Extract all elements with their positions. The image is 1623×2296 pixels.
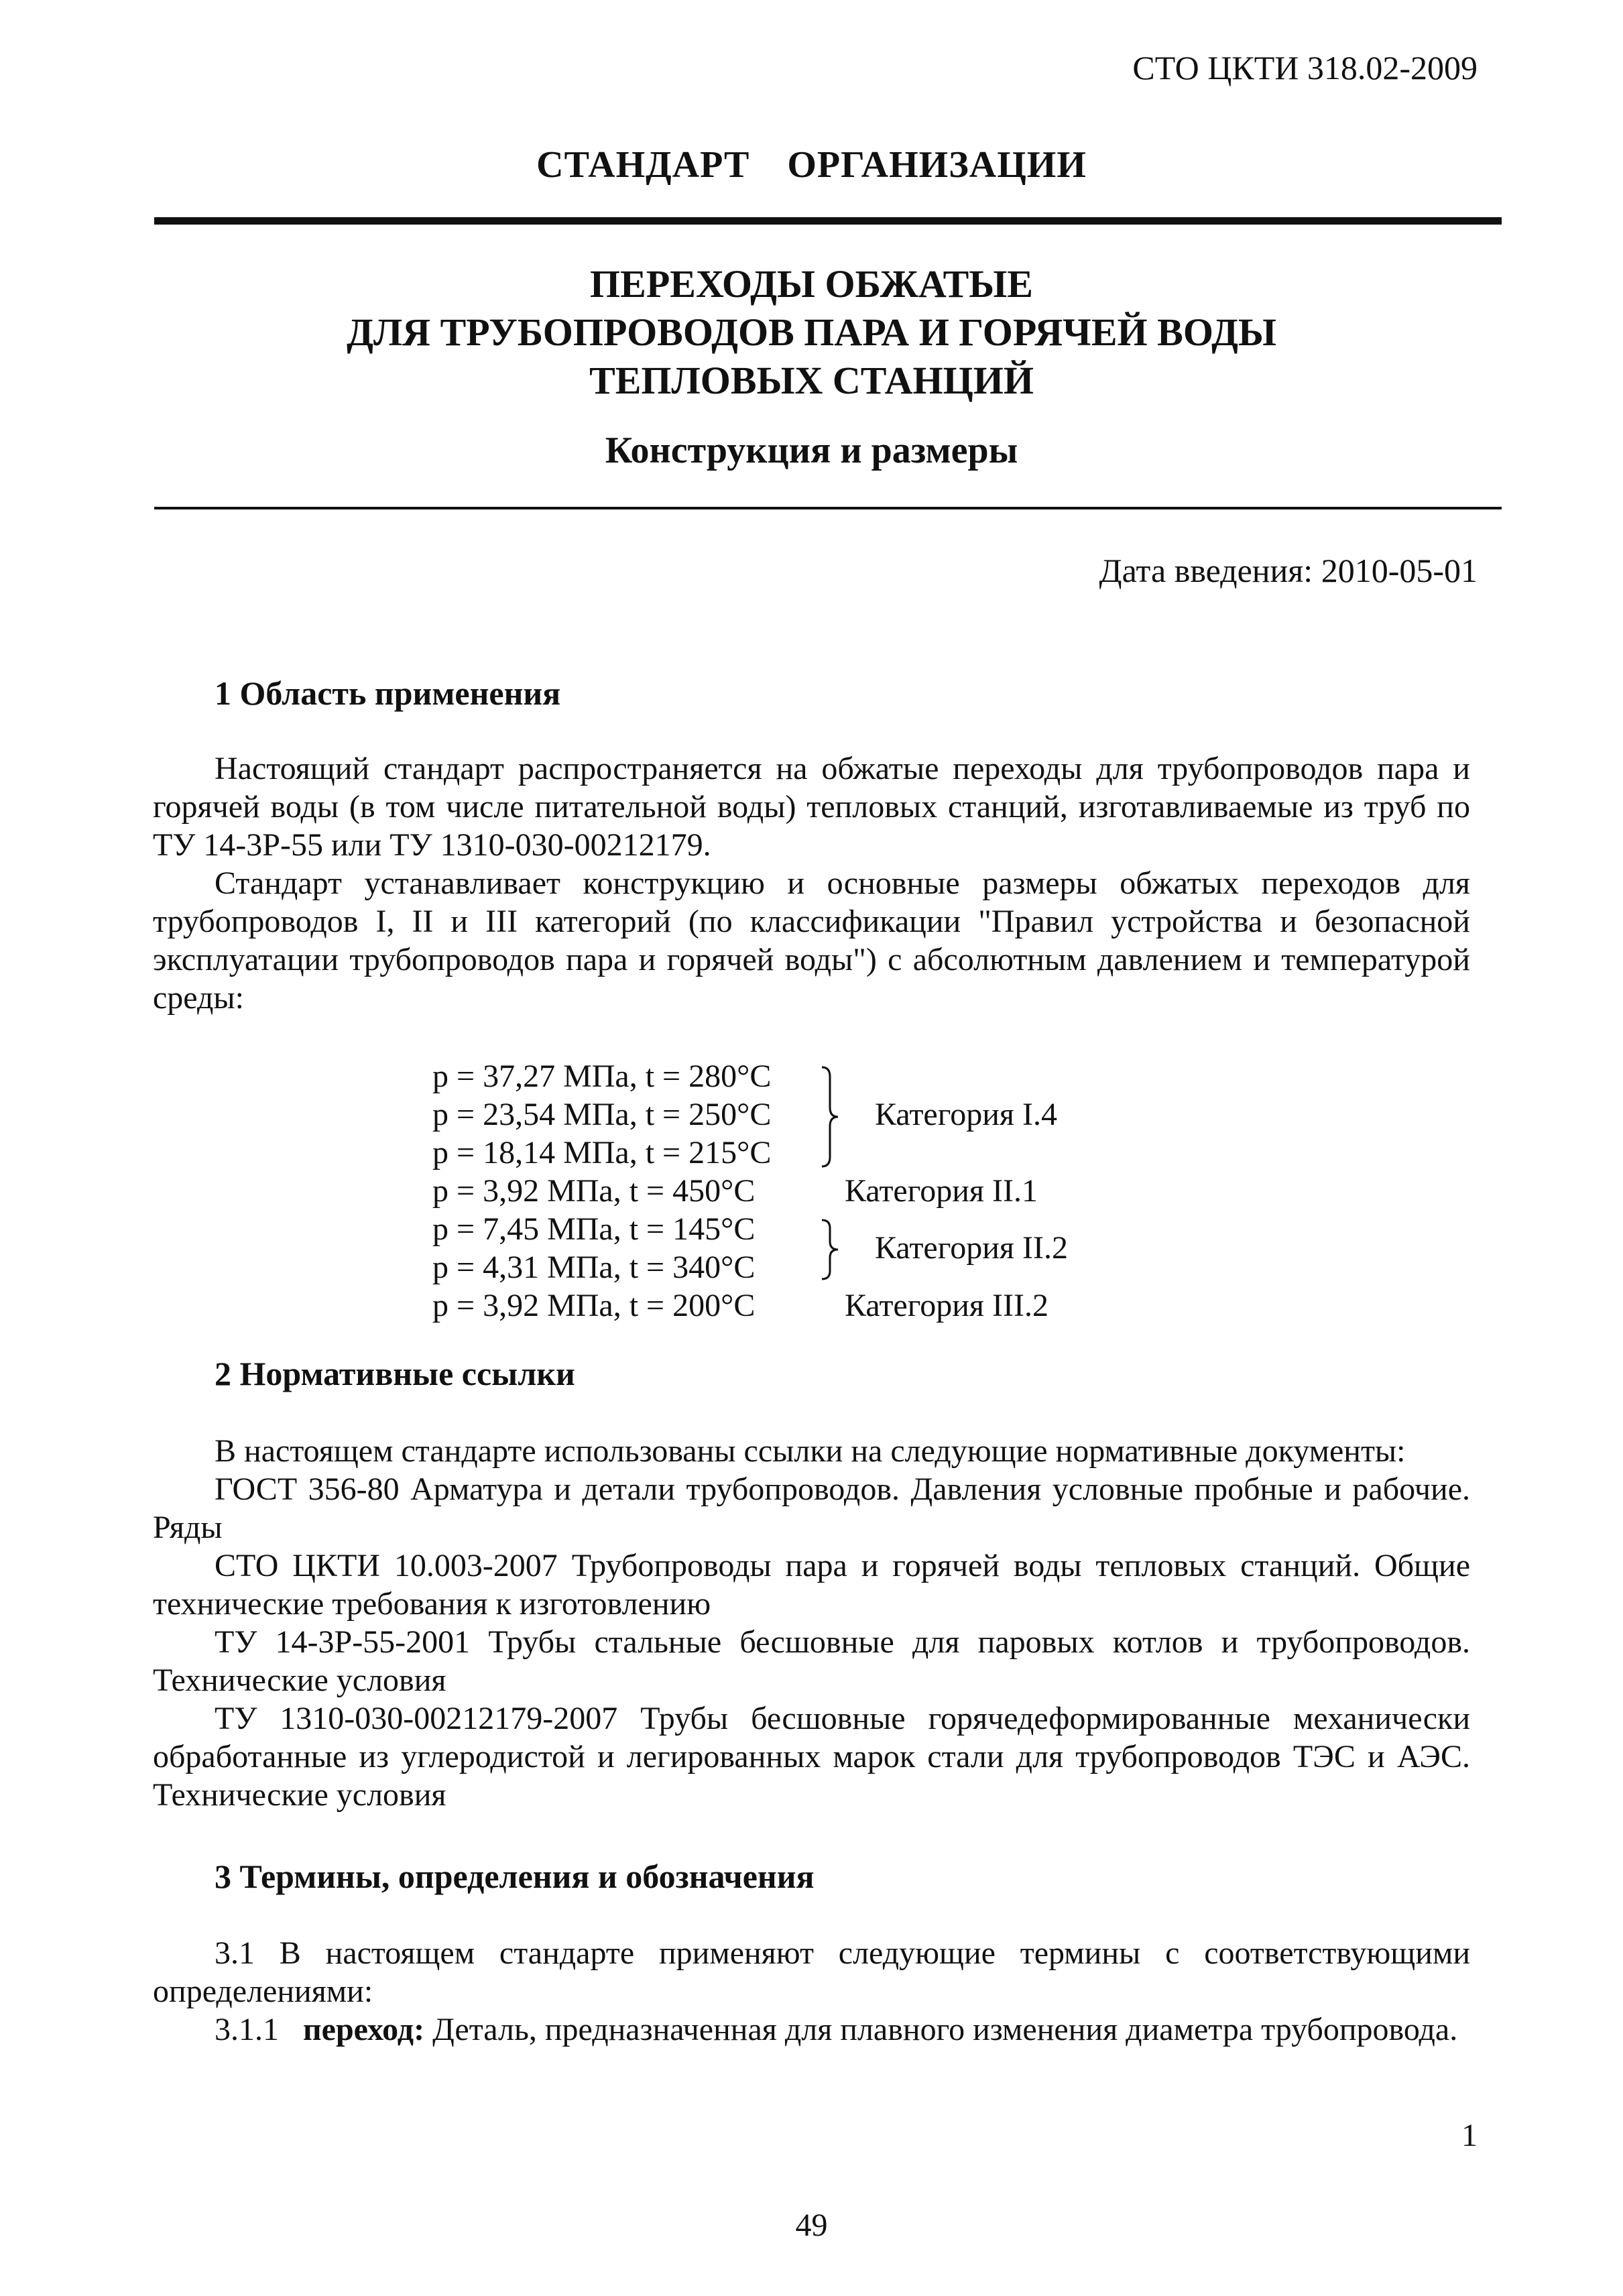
condition-row: p = 7,45 МПа, t = 145°С: [432, 1211, 756, 1247]
document-subtitle: Конструкция и размеры: [605, 430, 1018, 471]
category-label: Категория II.1: [845, 1173, 1038, 1209]
section-1-heading: 1 Область применения: [215, 674, 561, 712]
condition-row: p = 18,14 МПа, t = 215°С: [432, 1135, 772, 1170]
document-title: [0, 260, 1623, 405]
section-2-reference: ТУ 1310-030-00212179-2007 Трубы бесшовные горячедеформированные механически обработанные из углеродистой и легированных марок стали для трубопроводов ТЭС и АЭС. Технические условия: [153, 1701, 1470, 1813]
category-label: Категория I.4: [875, 1097, 1057, 1132]
sheet-number: 49: [795, 2208, 828, 2243]
brace-icon: [818, 1063, 845, 1170]
standard-type-word: СТАНДАРТ: [536, 144, 750, 186]
title-line-3: ТЕПЛОВЫХ СТАНЦИЙ: [589, 359, 1034, 402]
condition-row: p = 3,92 МПа, t = 450°С: [432, 1173, 756, 1209]
section-1-paragraph-2: Стандарт устанавливает конструкцию и основные размеры обжатых переходов для трубопроводов I, II и III категорий (по классификации "Правил устройства и безопасной эксплуатации трубопроводов пара и горячей воды") с абсолютным давлением и температурой среды:: [153, 865, 1470, 1016]
brace-icon: [818, 1216, 845, 1283]
condition-row: p = 3,92 МПа, t = 200°С: [432, 1288, 756, 1323]
introduction-date: Дата введения: 2010-05-01: [1099, 552, 1478, 589]
organization-word: ОРГАНИЗАЦИИ: [787, 144, 1087, 186]
category-label: Категория II.2: [875, 1230, 1068, 1266]
page-number: 1: [1461, 2118, 1478, 2153]
term-definition: [153, 2010, 1470, 2049]
section-1-paragraph-1: Настоящий стандарт распространяется на обжатые переходы для трубопроводов пара и горячей воды (в том числе питательной воды) тепловых станций, изготавливаемые из труб по ТУ 14-3Р-55 или ТУ 1310-030-00212179.: [153, 751, 1470, 863]
section-2-reference: ТУ 14-3Р-55-2001 Трубы стальные бесшовные для паровых котлов и трубопроводов. Технические условия: [153, 1624, 1470, 1698]
section-3-body: [153, 1934, 1470, 2049]
title-rule: [154, 507, 1502, 509]
section-2-reference: ГОСТ 356-80 Арматура и детали трубопроводов. Давления условные пробные и рабочие. Ряды: [153, 1471, 1470, 1545]
condition-row: p = 4,31 МПа, t = 340°С: [432, 1250, 756, 1285]
section-2-paragraph-1: В настоящем стандарте использованы ссылки на следующие нормативные документы:: [215, 1433, 1406, 1469]
section-2-reference: СТО ЦКТИ 10.003-2007 Трубопроводы пара и горячей воды тепловых станций. Общие технические требования к изготовлению: [153, 1548, 1470, 1622]
title-line-2: ДЛЯ ТРУБОПРОВОДОВ ПАРА И ГОРЯЧЕЙ ВОДЫ: [347, 310, 1276, 354]
section-2-body: [153, 1432, 1470, 1814]
title-line-1: ПЕРЕХОДЫ ОБЖАТЫЕ: [590, 262, 1033, 306]
standard-type-heading: [0, 143, 1623, 186]
condition-row: p = 37,27 МПа, t = 280°С: [432, 1059, 772, 1094]
term-text: Деталь, предназначенная для плавного изменения диаметра трубопровода.: [432, 2012, 1458, 2047]
section-2-heading: 2 Нормативные ссылки: [215, 1355, 575, 1392]
section-3-paragraph-1: 3.1 В настоящем стандарте применяют следующие термины с соответствующими определениями:: [153, 1935, 1470, 2009]
condition-row: p = 23,54 МПа, t = 250°С: [432, 1097, 772, 1132]
term-number: 3.1.1: [215, 2012, 279, 2047]
document-code: СТО ЦКТИ 318.02-2009: [1132, 49, 1478, 86]
header-rule: [154, 217, 1502, 225]
term-name: переход:: [303, 2012, 425, 2047]
category-label: Категория III.2: [845, 1288, 1048, 1323]
section-3-heading: 3 Термины, определения и обозначения: [215, 1858, 815, 1895]
section-1-body: [153, 749, 1470, 1017]
